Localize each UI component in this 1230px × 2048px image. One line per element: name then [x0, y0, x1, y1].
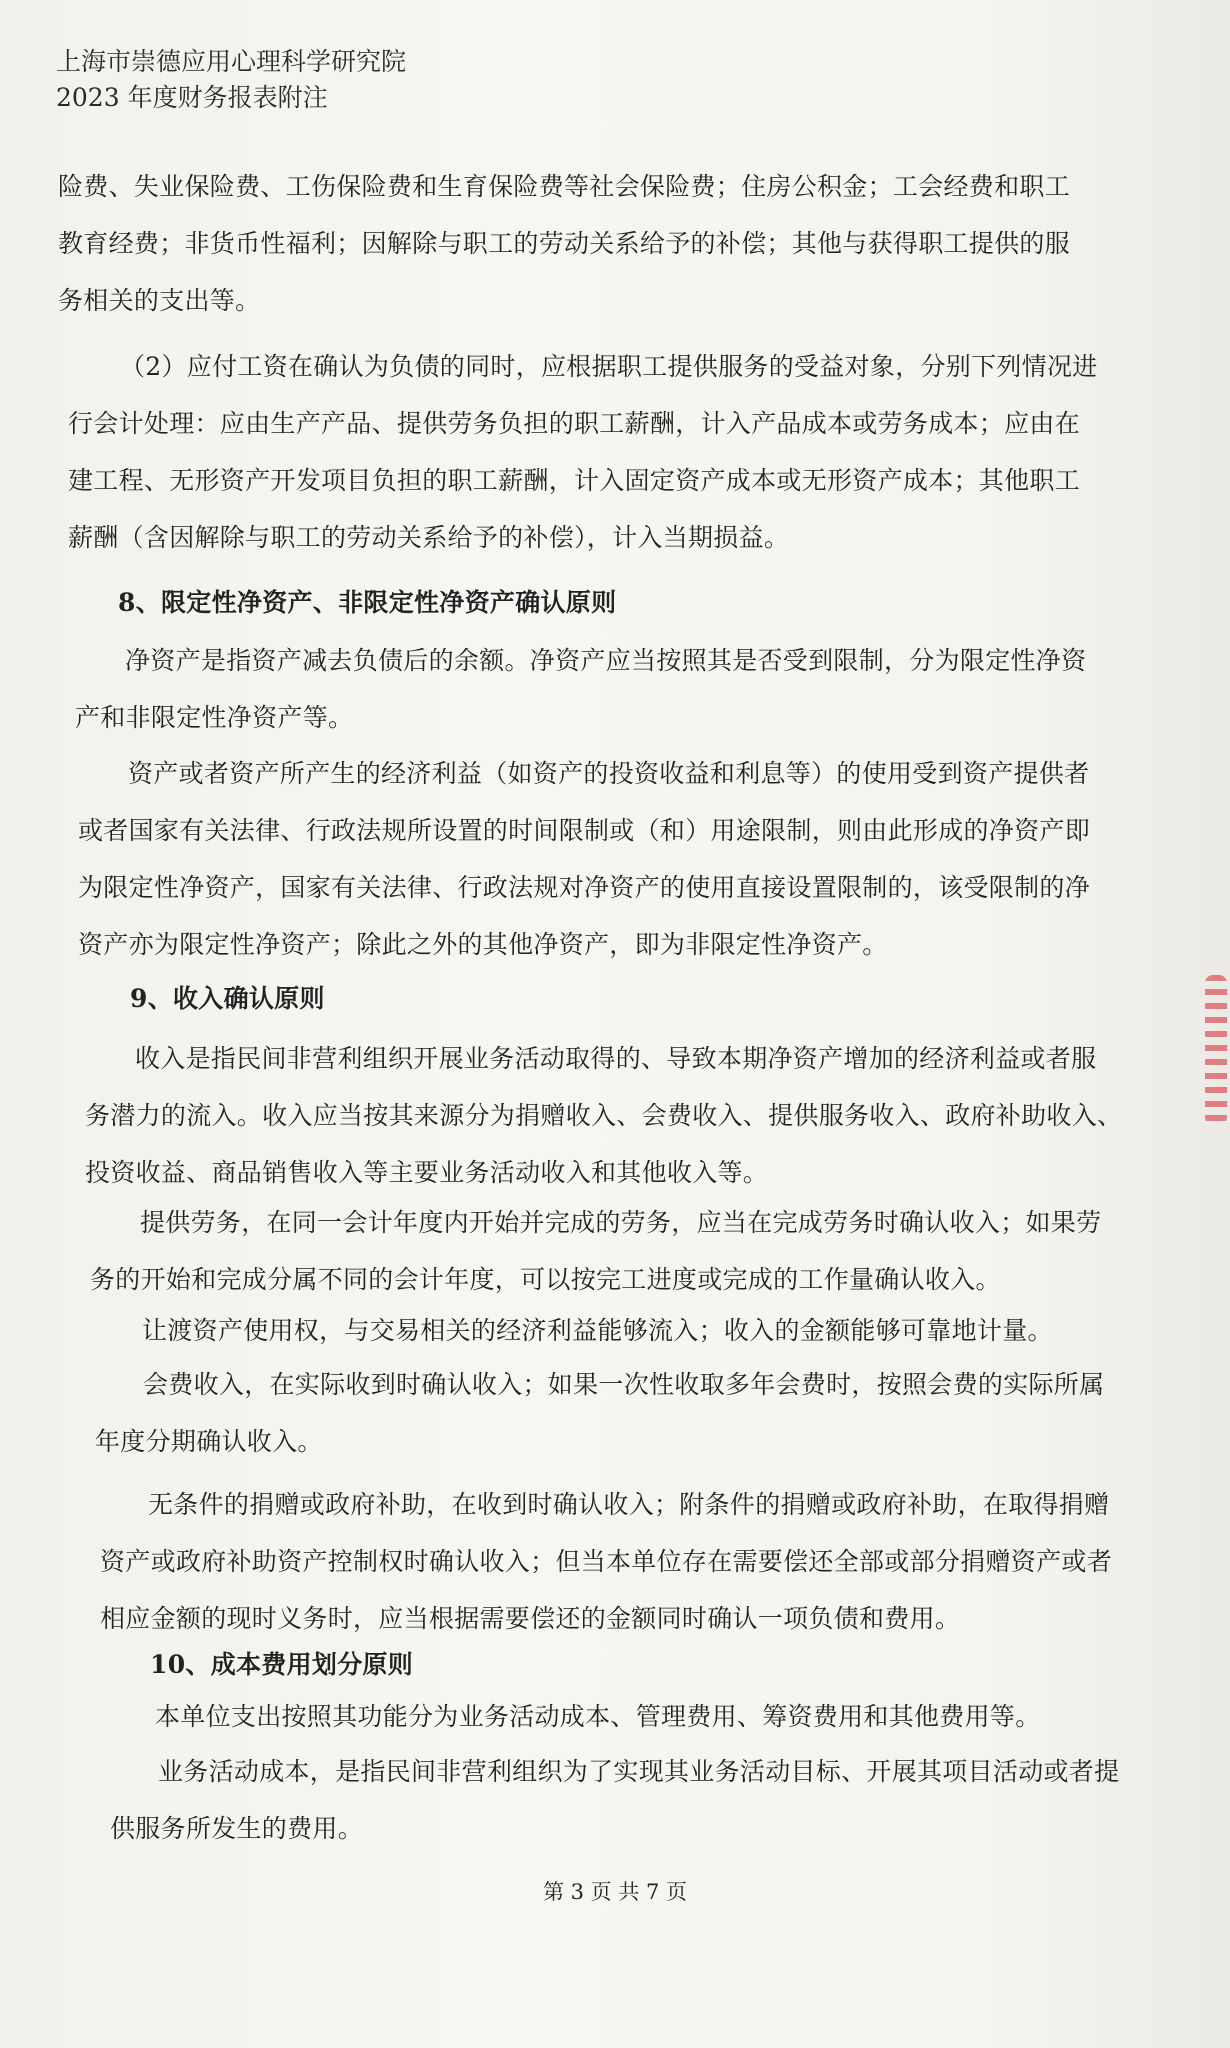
organization-name: 上海市崇德应用心理科学研究院 — [56, 47, 407, 76]
text-line: 让渡资产使用权，与交易相关的经济利益能够流入；收入的金额能够可靠地计量。 — [142, 1316, 1053, 1345]
text-line: 资产或政府补助资产控制权时确认收入；但当本单位存在需要偿还全部或部分捐赠资产或者 — [100, 1547, 1113, 1576]
paragraph-service-revenue — [90, 1194, 1101, 1308]
paragraph-net-assets-definition — [75, 632, 1086, 746]
text-line: 净资产是指资产减去负债后的余额。净资产应当按照其是否受到限制，分为限定性净资 — [125, 646, 1087, 675]
heading-text: 10、成本费用划分原则 — [150, 1650, 414, 1679]
section-heading-8 — [118, 574, 616, 631]
paragraph-restricted-net-assets — [78, 745, 1090, 973]
text-line: 业务活动成本，是指民间非营利组织为了实现其业务活动目标、开展其项目活动或者提 — [158, 1757, 1120, 1786]
paragraph-social-insurance — [58, 158, 1070, 329]
text-line: 教育经费；非货币性福利；因解除与职工的劳动关系给予的补偿；其他与获得职工提供的服 — [58, 229, 1071, 258]
text-line: 险费、失业保险费、工伤保险费和生育保险费等社会保险费；住房公积金；工会经费和职工 — [58, 172, 1071, 201]
text-line: 无条件的捐赠或政府补助，在收到时确认收入；附条件的捐赠或政府补助，在取得捐赠 — [148, 1490, 1110, 1519]
paragraph-membership-fees — [95, 1356, 1104, 1470]
section-heading-9 — [130, 970, 325, 1027]
heading-text: 9、收入确认原则 — [130, 984, 325, 1013]
text-line: 建工程、无形资产开发项目负担的职工薪酬，计入固定资产成本或无形资产成本；其他职工 — [68, 466, 1081, 495]
text-line: 务的开始和完成分属不同的会计年度，可以按完工进度或完成的工作量确认收入。 — [90, 1265, 1001, 1294]
text-line: 资产亦为限定性净资产；除此之外的其他净资产，即为非限定性净资产。 — [78, 930, 888, 959]
page-header — [56, 44, 406, 116]
text-line: 或者国家有关法律、行政法规所设置的时间限制或（和）用途限制，则由此形成的净资产即 — [78, 816, 1091, 845]
paragraph-wages-accounting — [68, 338, 1098, 566]
paragraph-expense-classification — [155, 1688, 1041, 1745]
text-line: （2）应付工资在确认为负债的同时，应根据职工提供服务的受益对象，分别下列情况进 — [120, 352, 1098, 381]
text-line: 行会计处理：应由生产产品、提供劳务负担的职工薪酬，计入产品成本或劳务成本；应由在 — [68, 409, 1081, 438]
section-heading-10 — [150, 1636, 413, 1693]
text-line: 提供劳务，在同一会计年度内开始并完成的劳务，应当在完成劳务时确认收入；如果劳 — [140, 1208, 1102, 1237]
text-line: 年度分期确认收入。 — [95, 1427, 323, 1456]
text-line: 为限定性净资产，国家有关法律、行政法规对净资产的使用直接设置限制的，该受限制的净 — [78, 873, 1091, 902]
page-number: 第 3 页 共 7 页 — [542, 1880, 688, 1904]
text-line: 会费收入，在实际收到时确认收入；如果一次性收取多年会费时，按照会费的实际所属 — [143, 1370, 1105, 1399]
text-line: 务潜力的流入。收入应当按其来源分为捐赠收入、会费收入、提供服务收入、政府补助收入、 — [85, 1101, 1123, 1130]
text-line: 供服务所发生的费用。 — [110, 1814, 364, 1843]
text-line: 收入是指民间非营利组织开展业务活动取得的、导致本期净资产增加的经济利益或者服 — [135, 1044, 1097, 1073]
text-line: 相应金额的现时义务时，应当根据需要偿还的金额同时确认一项负债和费用。 — [100, 1604, 961, 1633]
report-title: 2023 年度财务报表附注 — [56, 83, 328, 112]
text-line: 资产或者资产所产生的经济利益（如资产的投资收益和利息等）的使用受到资产提供者 — [128, 759, 1090, 788]
paragraph-asset-use-rights — [142, 1302, 1053, 1359]
heading-text: 8、限定性净资产、非限定性净资产确认原则 — [118, 588, 617, 617]
paragraph-business-activity-cost — [110, 1743, 1119, 1857]
text-line: 务相关的支出等。 — [58, 286, 261, 315]
paragraph-revenue-definition — [85, 1030, 1122, 1201]
text-line: 本单位支出按照其功能分为业务活动成本、管理费用、筹资费用和其他费用等。 — [155, 1702, 1041, 1731]
seal-stamp-edge — [1205, 975, 1227, 1125]
paragraph-donations-grants — [100, 1476, 1112, 1647]
text-line: 产和非限定性净资产等。 — [75, 703, 354, 732]
text-line: 投资收益、商品销售收入等主要业务活动收入和其他收入等。 — [85, 1158, 769, 1187]
text-line: 薪酬（含因解除与职工的劳动关系给予的补偿），计入当期损益。 — [68, 523, 790, 552]
